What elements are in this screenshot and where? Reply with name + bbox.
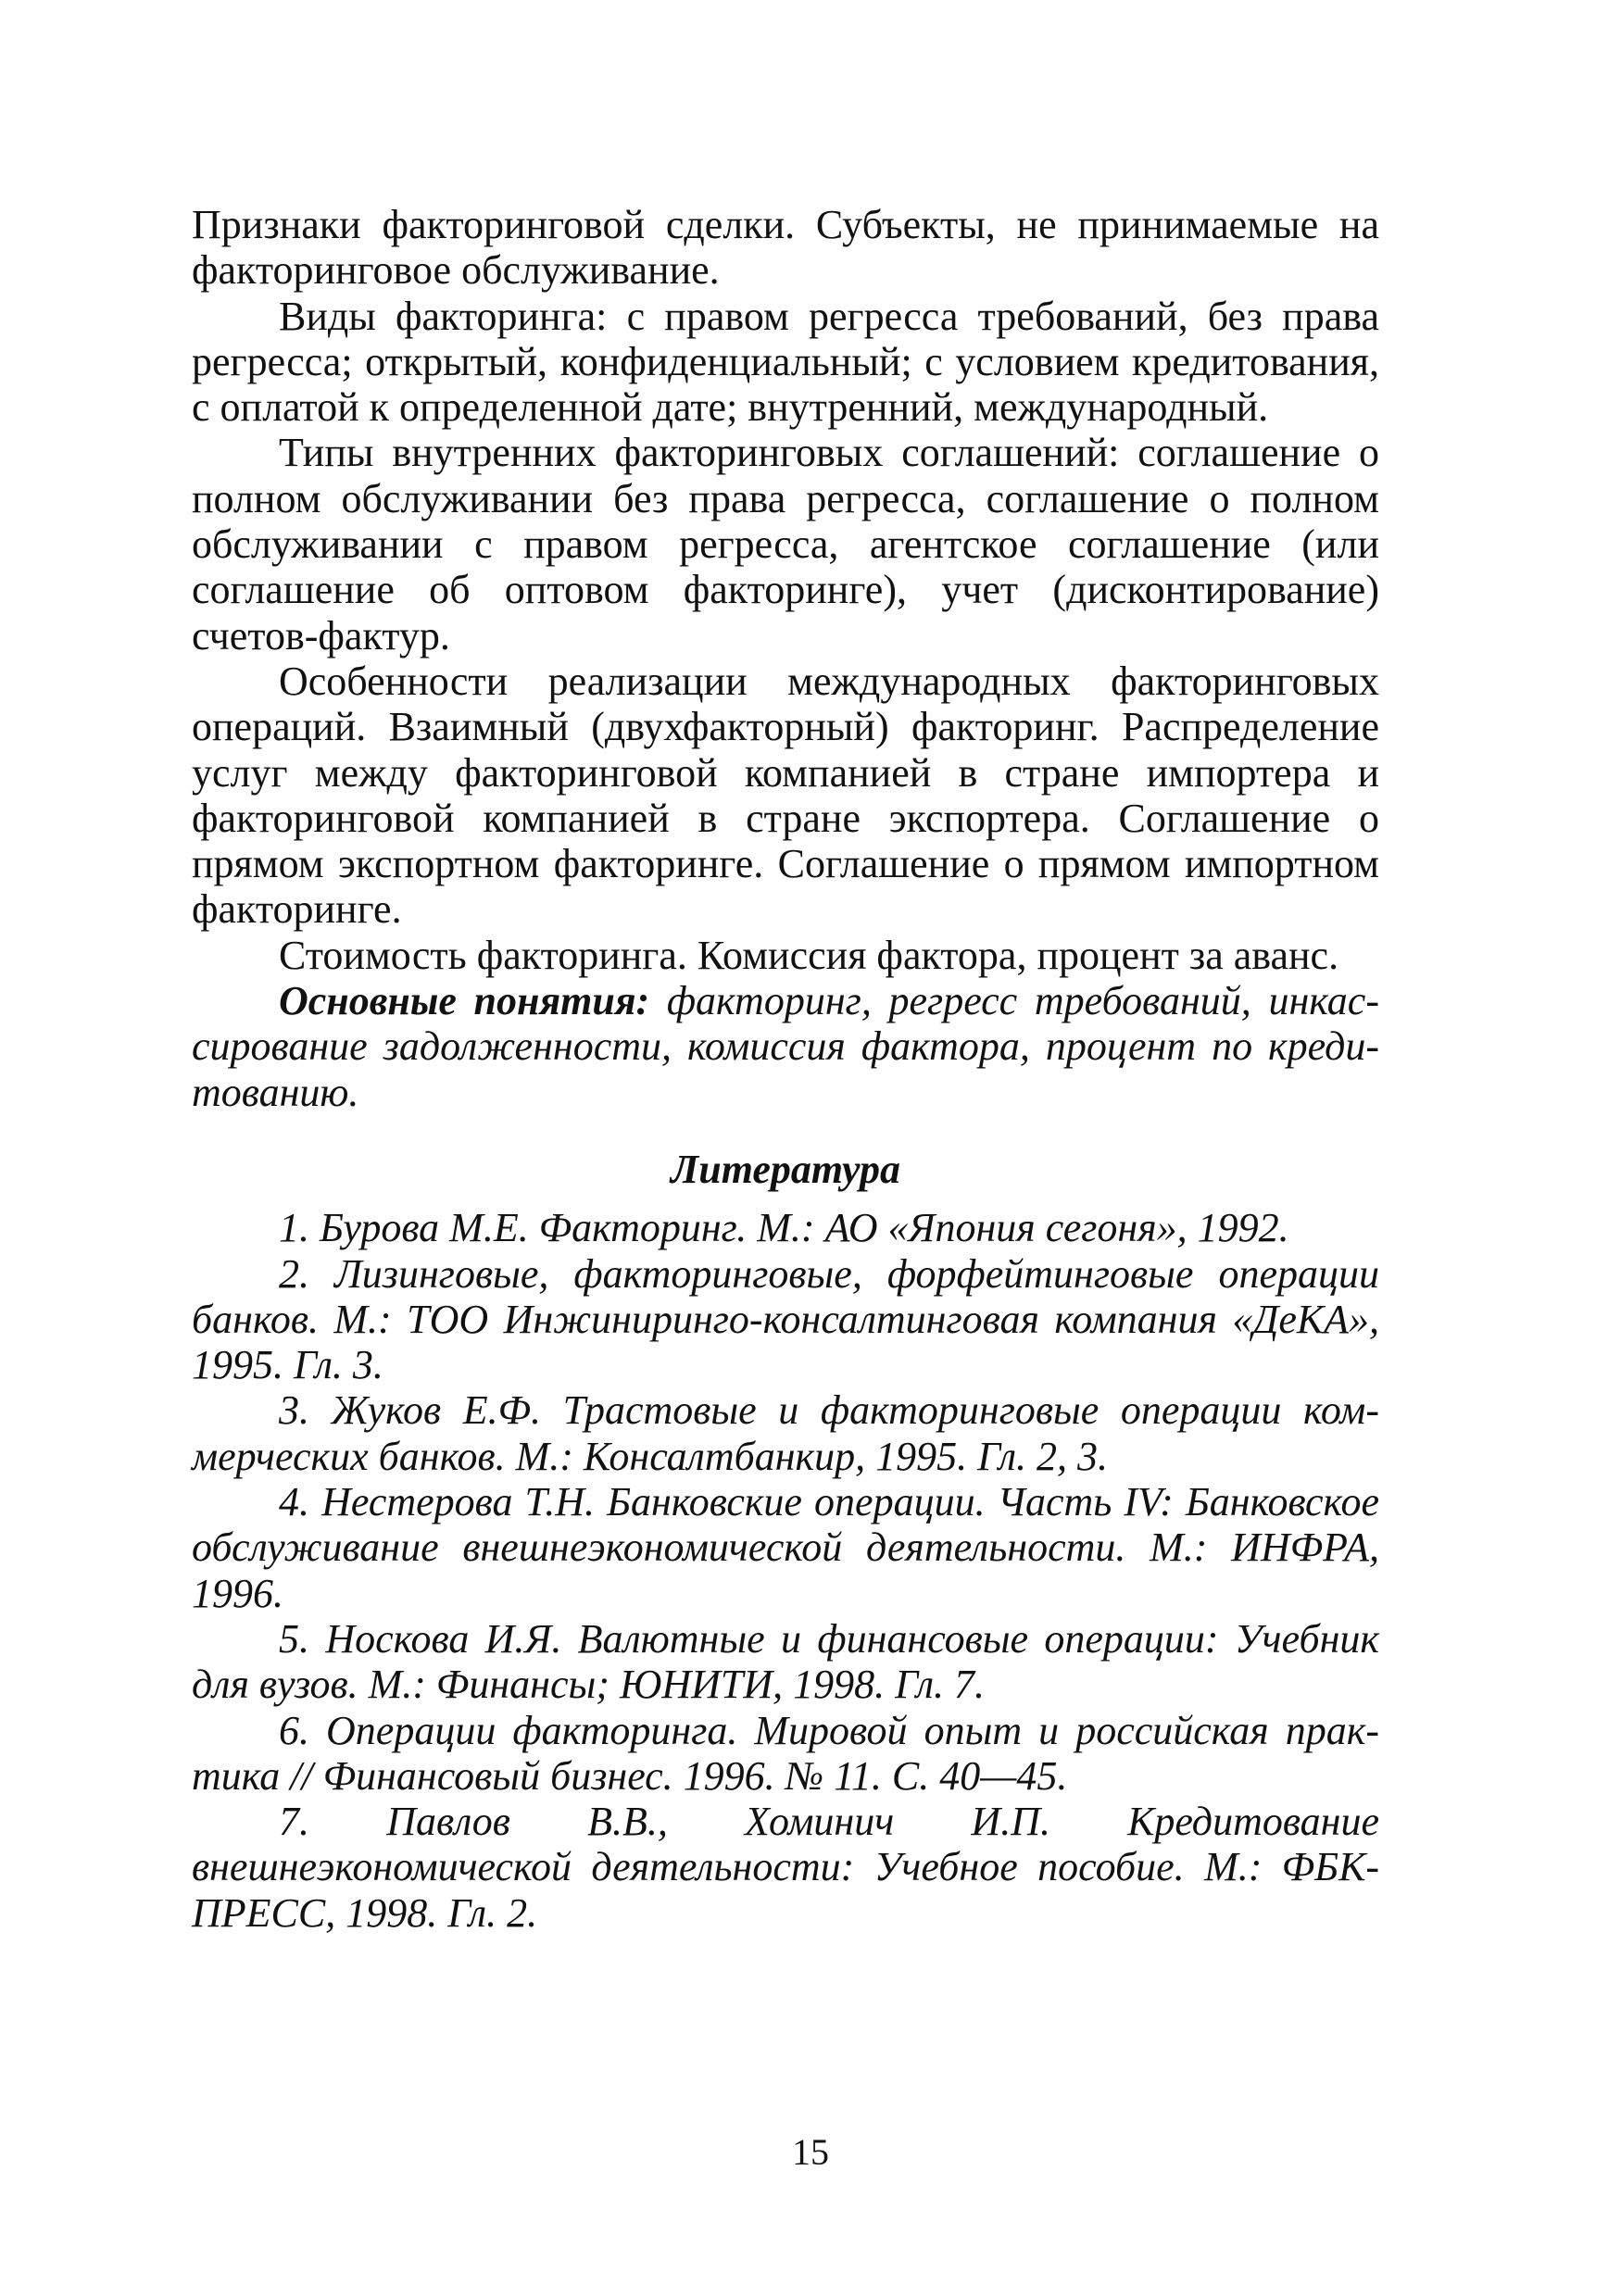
paragraph-factoring-signs: Признаки факторинговой сделки. Субъекты, не принимаемые на факторинговое обслуживание. (192, 202, 1379, 294)
literature-heading: Литература (671, 1146, 900, 1192)
page-content (192, 202, 1379, 1936)
literature-item: 1. Бурова М.Е. Факторинг. М.: АО «Япония сегоня», 1992. (279, 1205, 1289, 1251)
paragraph-agreement-types: Типы внутренних факторинговых соглашений: соглашение о полном обслуживании без права регресса, соглашение о полном обслуживании с правом регресса, агентское соглашение (или соглашение об оптовом факторинге), учет (дисконтирование) счетов-фактур. (192, 430, 1379, 659)
literature-item: 3. Жуков Е.Ф. Трастовые и факторинговые операции коммерческих банков. М.: Консалтбанкир, 1995. Гл. 2, 3. (192, 1387, 1379, 1479)
literature-item: 2. Лизинговые, факторинговые, форфейтинговые операции банков. М.: ТОО Инжиниринго-консалтинговая компания «ДеКА», 1995. Гл. 3. (192, 1250, 1379, 1388)
paragraph-international-factoring: Особенности реализации международных факторинговых операций. Взаимный (двухфакторный) факторинг. Распределение услуг между факторинговой компанией в стране импортера и факторинговой компанией в стране экспортера. Соглашение о прямом экспортном факторинге. Соглашение о прямом импортном факторинге. (192, 658, 1379, 933)
literature-item: 5. Носкова И.Я. Валютные и финансовые операции: Учебник для вузов. М.: Финансы; ЮНИТИ, 1998. Гл. 7. (192, 1615, 1379, 1708)
literature-list (192, 1205, 1379, 1936)
key-concepts (192, 978, 1379, 1115)
literature-item: 6. Операции факторинга. Мировой опыт и российская практика // Финансовый бизнес. 1996. № 11. С. 40—45. (192, 1707, 1379, 1799)
page-number: 15 (792, 2131, 829, 2173)
paragraph-factoring-cost: Стоимость факторинга. Комиссия фактора, процент за аванс. (279, 932, 1339, 978)
paragraph-factoring-types: Виды факторинга: с правом регресса требований, без права регресса; открытый, конфиденциальный; с условием кредитования, с оплатой к определенной дате; внутренний, международный. (192, 293, 1379, 431)
literature-item: 4. Нестерова Т.Н. Банковские операции. Часть IV: Банковское обслуживание внешнеэкономической деятельности. М.: ИНФРА, 1996. (192, 1479, 1379, 1616)
key-concepts-label: Основные понятия: (279, 978, 650, 1024)
key-concepts-text: факторинг, регресс требований, инкассирование задолженности, комиссия фактора, процент по кредитованию. (192, 978, 1379, 1115)
literature-item: 7. Павлов В.В., Хоминич И.П. Кредитование внешнеэкономической деятельности: Учебное пособие. М.: ФБК-ПРЕСС, 1998. Гл. 2. (192, 1799, 1379, 1936)
